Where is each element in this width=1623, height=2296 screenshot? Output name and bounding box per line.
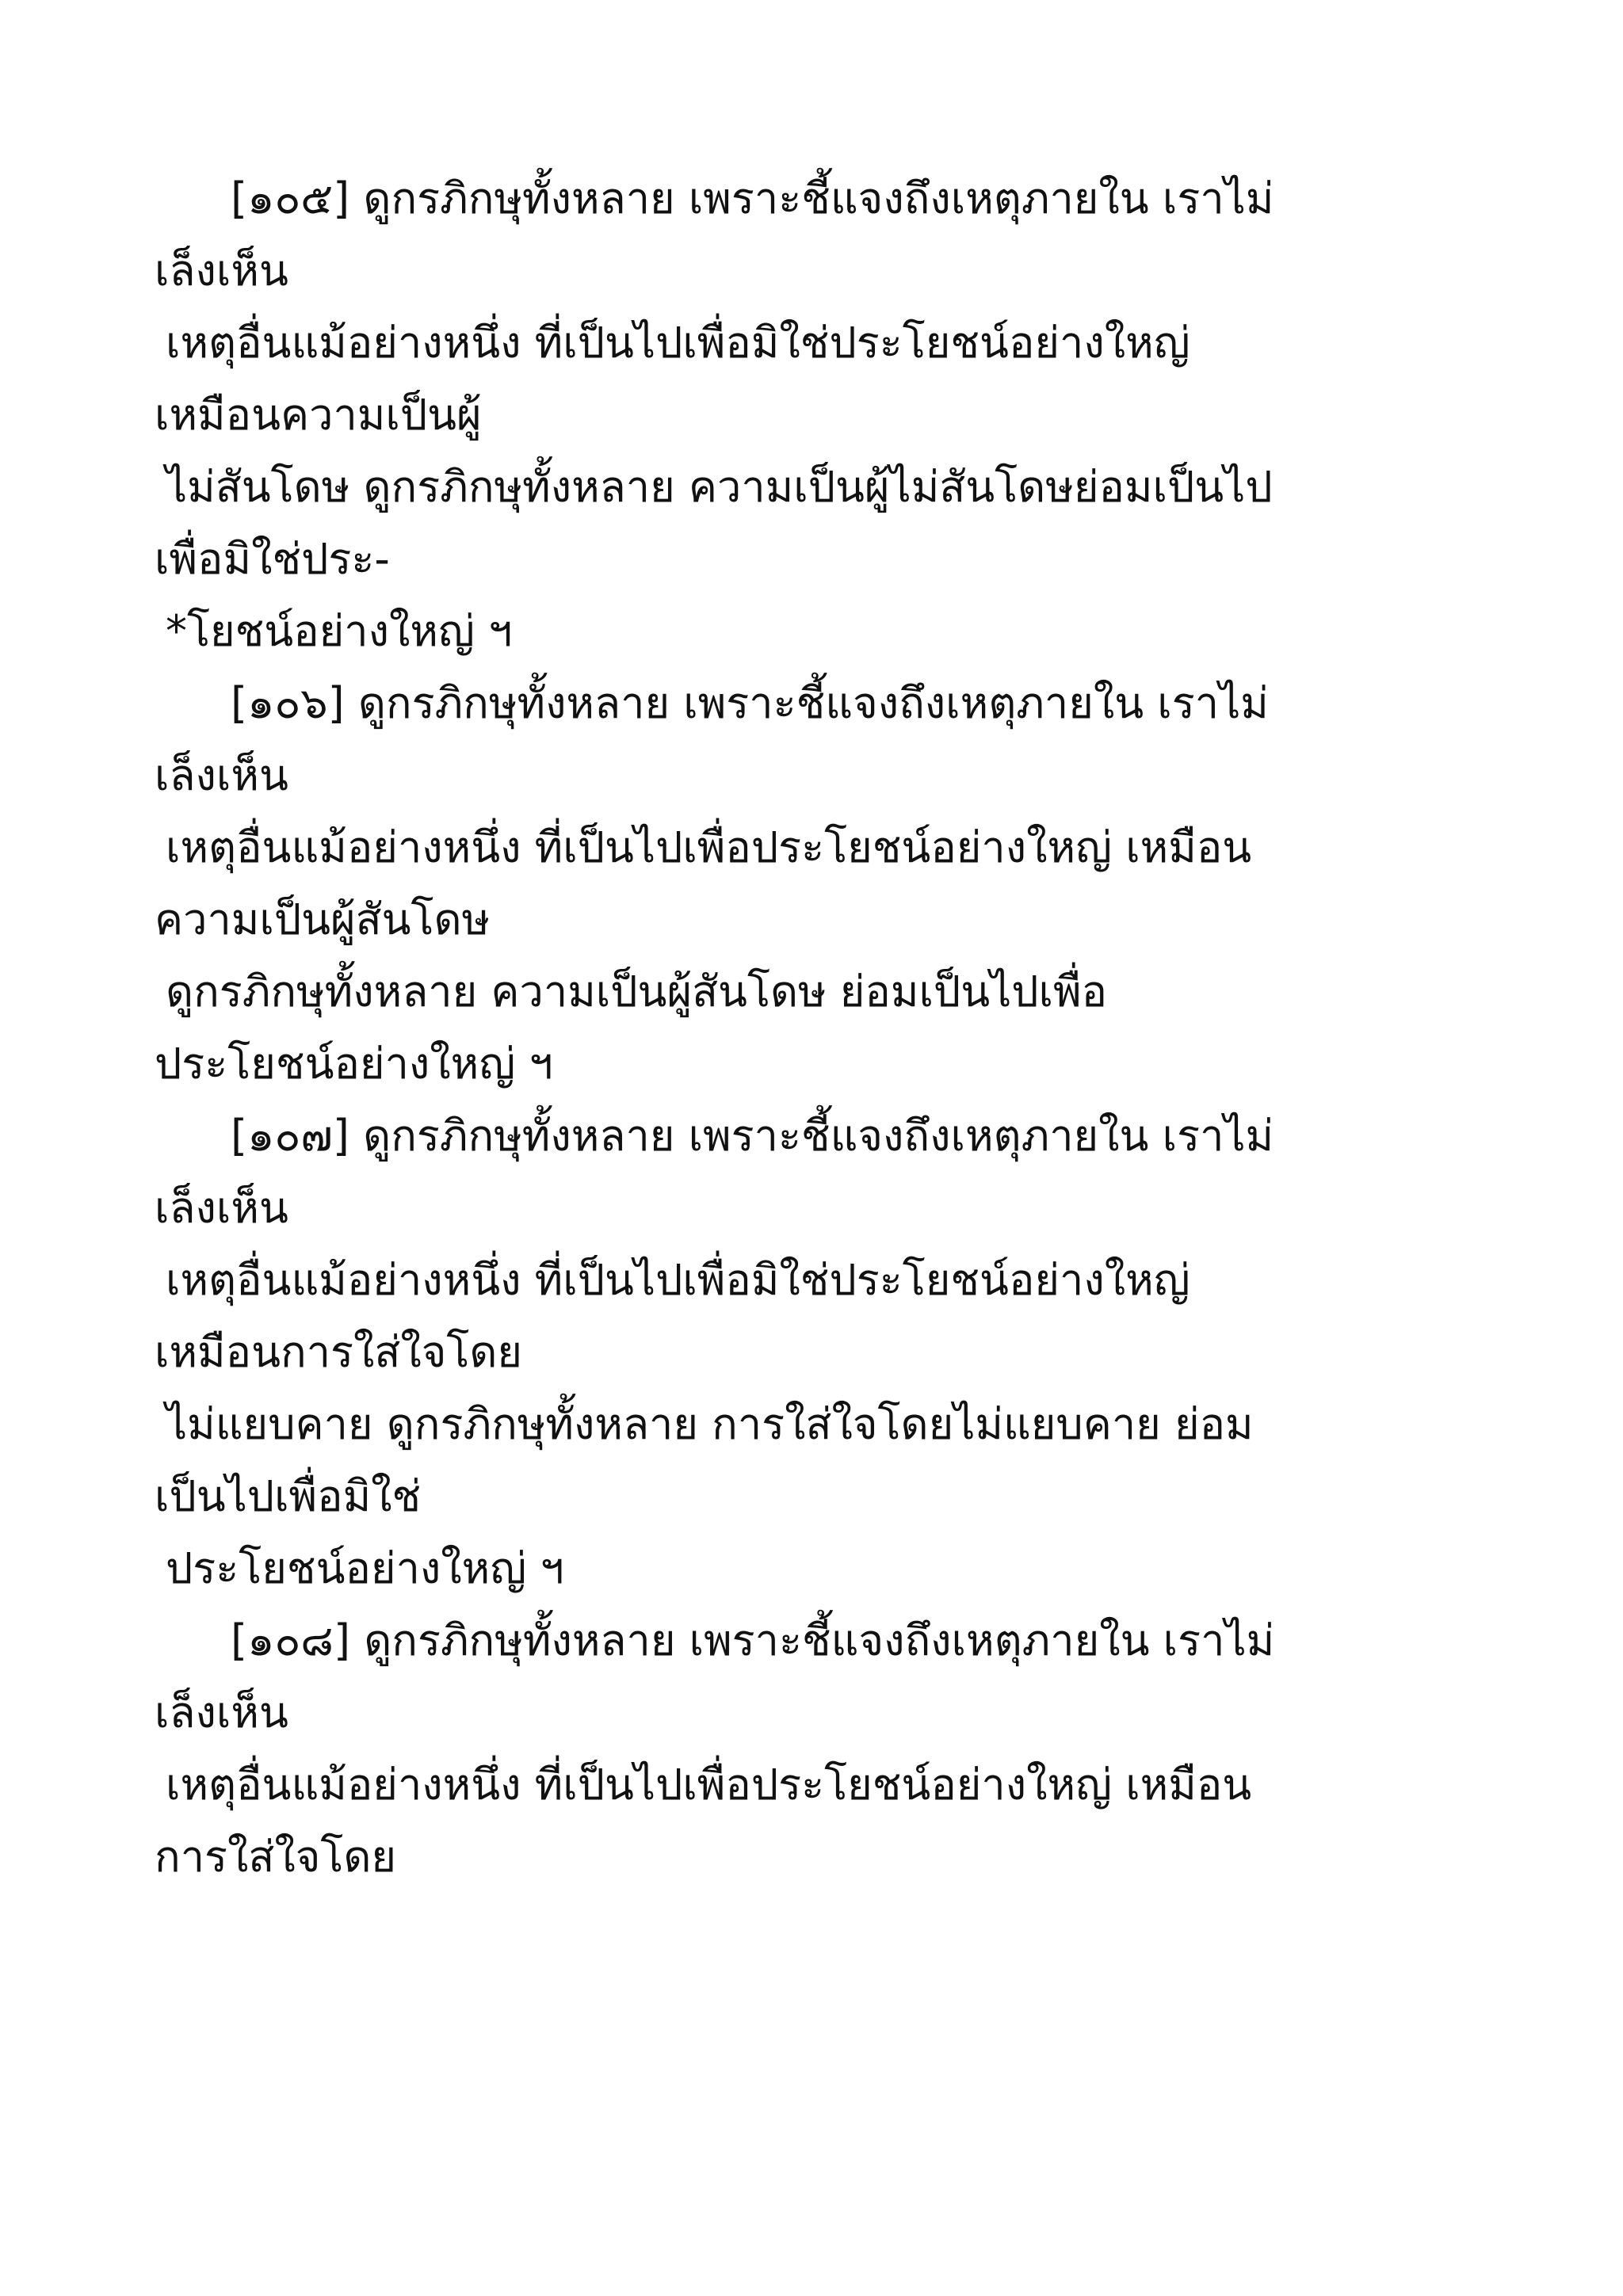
text-line: เล็งเห็น (155, 750, 288, 800)
text-line: [๑๐๕] ดูกรภิกษุทั้งหลาย เพราะชี้แจงถึงเหตุภายใน เราไม่ (231, 174, 1274, 223)
text-line: เหมือนการใส่ใจโดย (155, 1327, 523, 1377)
text-line: [๑๐๖] ดูกรภิกษุทั้งหลาย เพราะชี้แจงถึงเหตุภายใน เราไม่ (231, 678, 1269, 728)
text-line: เหตุอื่นแม้อย่างหนึ่ง ที่เป็นไปเพื่อประโยชน์อย่างใหญ่ เหมือน (166, 1760, 1252, 1810)
text-line: เหตุอื่นแม้อย่างหนึ่ง ที่เป็นไปเพื่อประโยชน์อย่างใหญ่ เหมือน (166, 822, 1252, 872)
text-line: ไม่สันโดษ ดูกรภิกษุทั้งหลาย ความเป็นผู้ไม่สันโดษย่อมเป็นไป (166, 462, 1273, 512)
text-line: เป็นไปเพื่อมิใช่ (155, 1471, 422, 1521)
text-line: การใส่ใจโดย (155, 1832, 397, 1882)
text-line: ความเป็นผู้สันโดษ (155, 894, 491, 944)
text-line: [๑๐๗] ดูกรภิกษุทั้งหลาย เพราะชี้แจงถึงเหตุภายใน เราไม่ (231, 1111, 1274, 1161)
text-line: เล็งเห็น (155, 246, 288, 296)
text-line: ไม่แยบคาย ดูกรภิกษุทั้งหลาย การใส่ใจโดยไม่แยบคาย ย่อม (166, 1399, 1254, 1449)
text-line: ประโยชน์อย่างใหญ่ ฯ (155, 1039, 553, 1089)
text-line: ประโยชน์อย่างใหญ่ ฯ (166, 1543, 564, 1593)
text-line: เหตุอื่นแม้อย่างหนึ่ง ที่เป็นไปเพื่อมิใช่ประโยชน์อย่างใหญ่ (166, 318, 1190, 368)
text-line: ดูกรภิกษุทั้งหลาย ความเป็นผู้สันโดษ ย่อมเป็นไปเพื่อ (166, 967, 1108, 1016)
body-text (155, 162, 1502, 1893)
text-line: เล็งเห็น (155, 1183, 288, 1233)
text-line: [๑๐๘] ดูกรภิกษุทั้งหลาย เพราะชี้แจงถึงเหตุภายใน เราไม่ (231, 1615, 1275, 1665)
text-line: เหมือนความเป็นผู้ (155, 390, 482, 440)
text-line: *โยชน์อย่างใหญ่ ฯ (166, 606, 513, 656)
text-line: เพื่อมิใช่ประ- (155, 534, 390, 584)
text-line: เหตุอื่นแม้อย่างหนึ่ง ที่เป็นไปเพื่อมิใช่ประโยชน์อย่างใหญ่ (166, 1255, 1190, 1305)
text-line: เล็งเห็น (155, 1688, 288, 1737)
